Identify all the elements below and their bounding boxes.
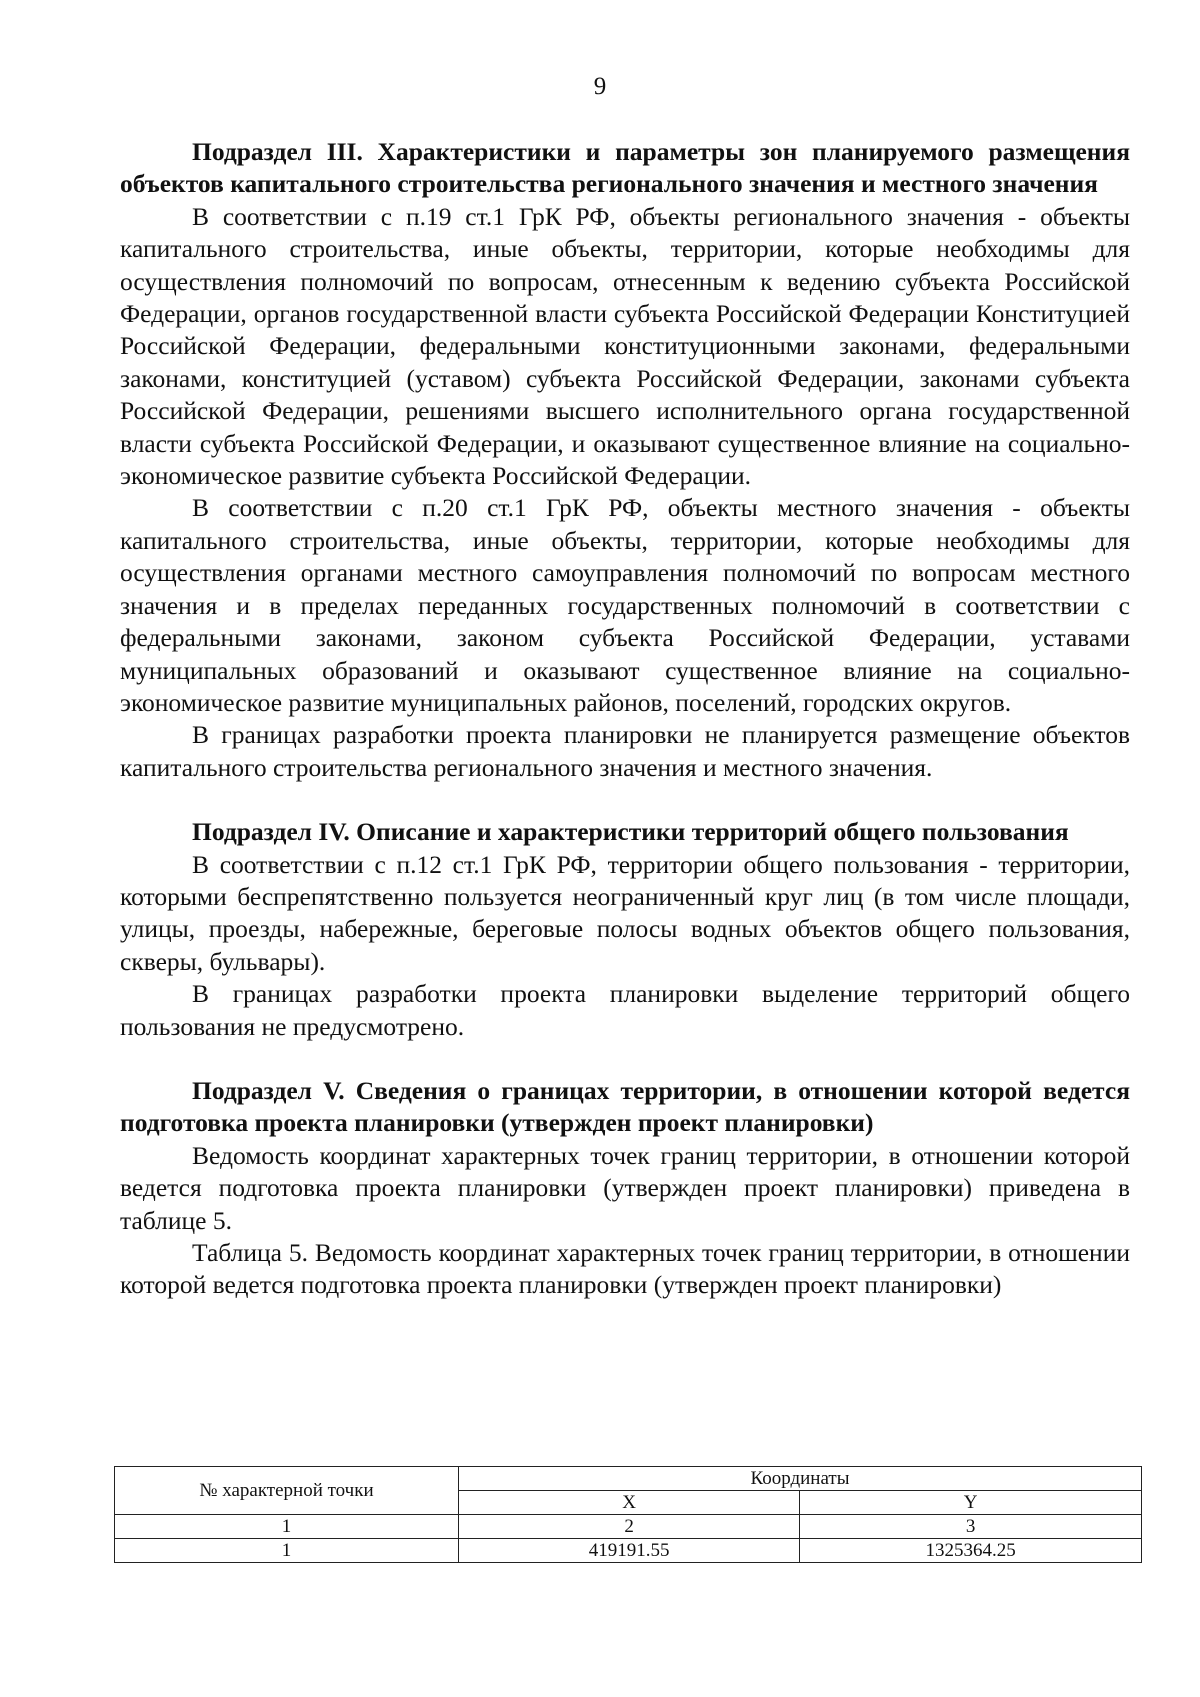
header-point-number: № характерной точки: [115, 1467, 459, 1515]
header-x: X: [458, 1491, 799, 1515]
page-number: 9: [593, 73, 607, 100]
paragraph: Ведомость координат характерных точек границ территории, в отношении которой ведется подготовка проекта планировки (утвержден проект планировки) приведена в таблице 5.: [120, 1140, 1130, 1235]
header-coordinates: Координаты: [458, 1467, 1141, 1491]
paragraph: В соответствии с п.20 ст.1 ГрК РФ, объекты местного значения - объекты капитального строительства, иные объекты, территории, которые необходимы для осуществления органами местного самоуправления полномочий по вопросам местного значения и в пределах переданных государственных полномочий в соответствии с федеральными законами, законом субъекта Российской Федерации, уставами муниципальных образований и оказывают существенное влияние на социально-экономическое развитие муниципальных районов, поселений, городских округов.: [120, 493, 1130, 717]
paragraph: В соответствии с п.12 ст.1 ГрК РФ, территории общего пользования - территории, которыми беспрепятственно пользуется неограниченный круг лиц (в том числе площади, улицы, проезды, набережные, береговые полосы водных объектов общего пользования, скверы, бульвары).: [120, 849, 1130, 976]
table-row: [115, 1539, 1142, 1563]
document-body: [120, 136, 1130, 1302]
paragraph: В границах разработки проекта планировки выделение территорий общего пользования не предусмотрено.: [120, 979, 1130, 1041]
coordinates-table: [114, 1466, 1142, 1563]
header-y: Y: [800, 1491, 1142, 1515]
section-heading-5: Подраздел V. Сведения о границах территории, в отношении которой ведется подготовка проекта планировки (утвержден проект планировки): [120, 1075, 1130, 1138]
table-numbering-row: [115, 1515, 1142, 1539]
section-gap: [120, 784, 1130, 816]
cell-y: 1325364.25: [800, 1539, 1142, 1563]
table-header-row: [115, 1467, 1142, 1491]
paragraph: В границах разработки проекта планировки не планируется размещение объектов капитального строительства регионального значения и местного значения.: [120, 720, 1130, 782]
column-number: 2: [458, 1515, 799, 1539]
section-heading-3: Подраздел III. Характеристики и параметры зон планируемого размещения объектов капитального строительства регионального значения и местного значения: [120, 137, 1130, 199]
paragraph: В соответствии с п.19 ст.1 ГрК РФ, объекты регионального значения - объекты капитального строительства, иные объекты, территории, которые необходимы для осуществления полномочий по вопросам, отнесенным к ведению субъекта Российской Федерации, органов государственной власти субъекта Российской Федерации Конституцией Российской Федерации, федеральными конституционными законами, федеральными законами, конституцией (уставом) субъекта Российской Федерации, законами субъекта Российской Федерации, решениями высшего исполнительного органа государственной власти субъекта Российской Федерации, и оказывают существенное влияние на социально-экономическое развитие субъекта Российской Федерации.: [120, 201, 1130, 491]
column-number: 1: [115, 1515, 459, 1539]
table-caption: Таблица 5. Ведомость координат характерных точек границ территории, в отношении которой ведется подготовка проекта планировки (утвержден проект планировки): [120, 1238, 1130, 1300]
cell-point: 1: [115, 1539, 459, 1563]
column-number: 3: [800, 1515, 1142, 1539]
cell-x: 419191.55: [458, 1539, 799, 1563]
section-gap: [120, 1043, 1130, 1075]
section-heading-4: Подраздел IV. Описание и характеристики территорий общего пользования: [192, 817, 1069, 847]
